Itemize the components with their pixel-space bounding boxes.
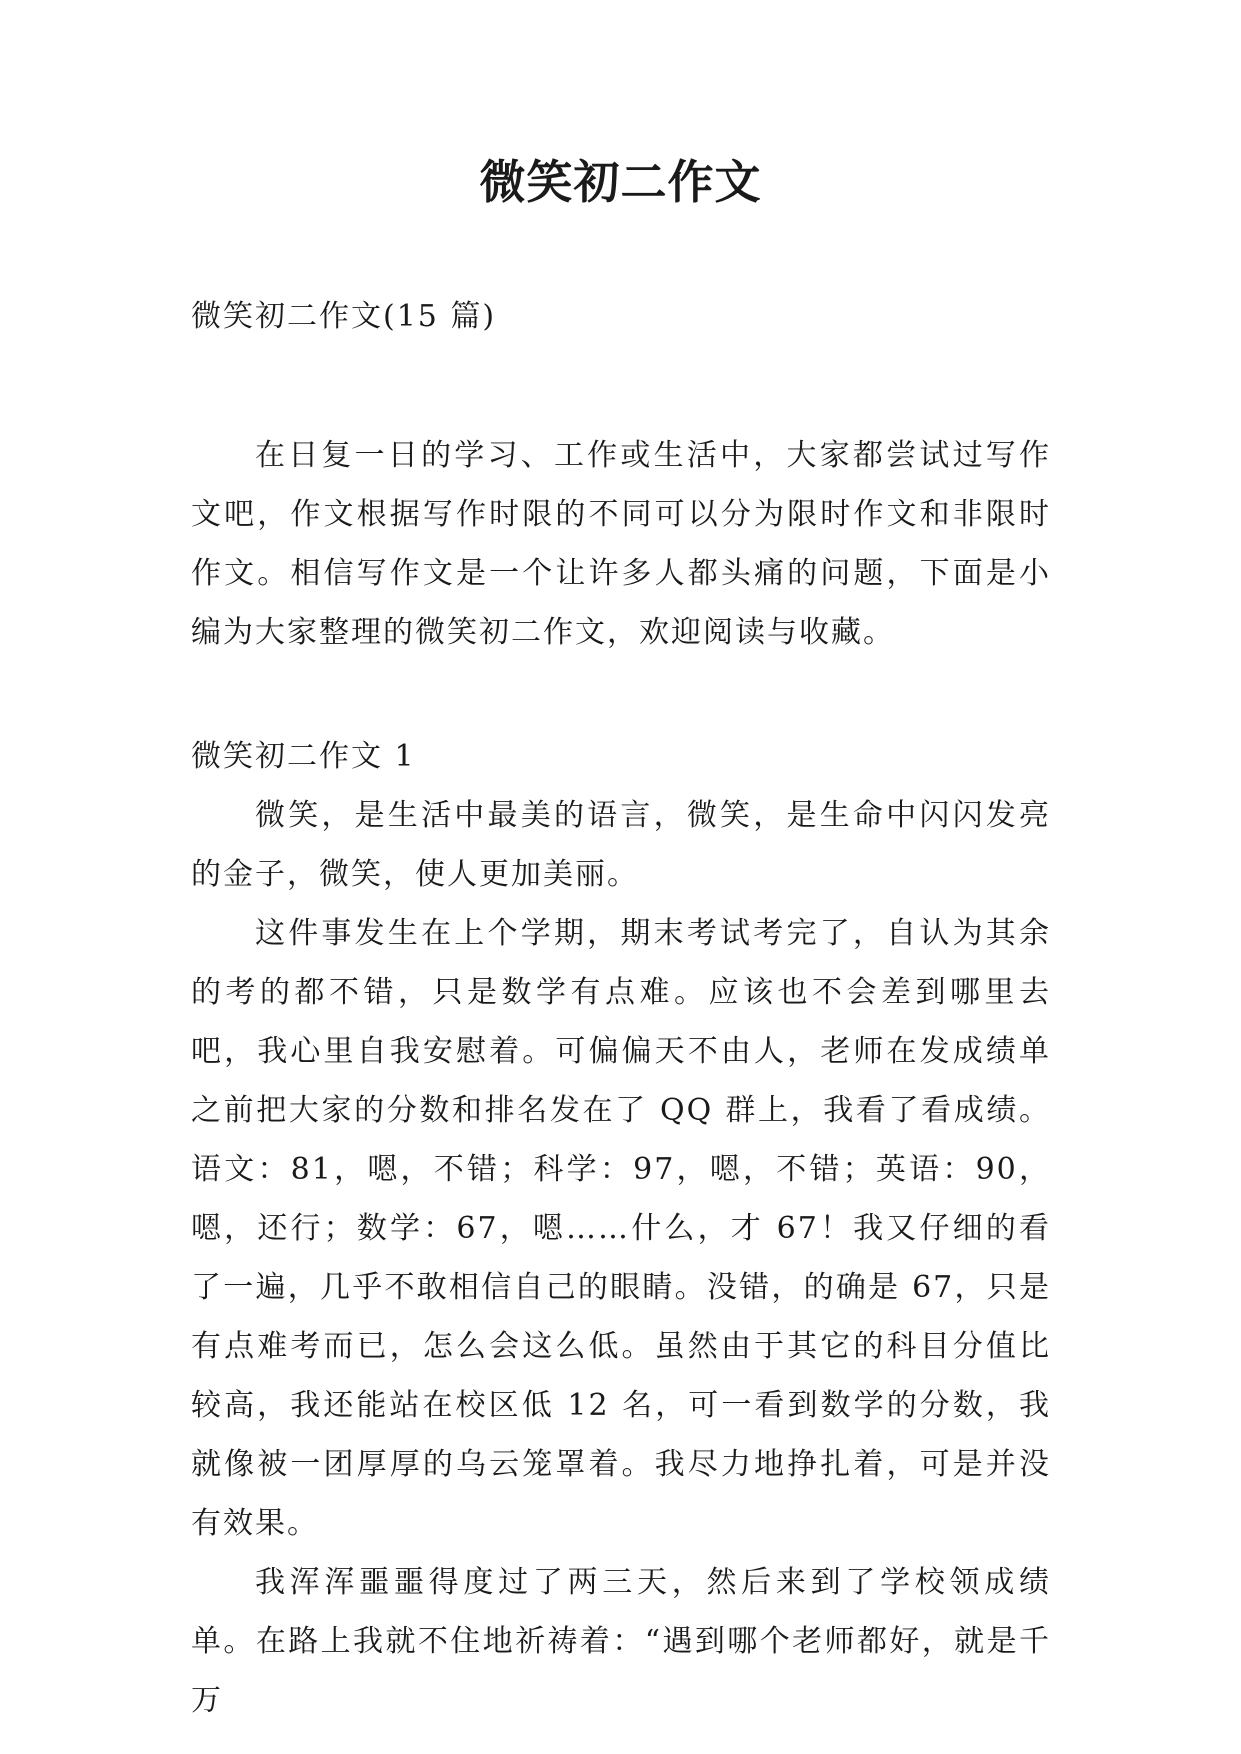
document-subtitle: 微笑初二作文(15 篇)	[191, 299, 497, 334]
section-heading: 微笑初二作文 1	[191, 739, 416, 774]
document-body	[191, 287, 1051, 1730]
body-paragraph: 这件事发生在上个学期，期末考试考完了，自认为其余的考的都不错，只是数学有点难。应该也不会差到哪里去吧，我心里自我安慰着。可偏偏天不由人，老师在发成绩单之前把大家的分数和排名发在了 QQ 群上，我看了看成绩。语文：81，嗯，不错；科学：97，嗯，不错；英语：90，嗯，还行；数学：67，嗯……什么，才 67！我又仔细的看了一遍，几乎不敢相信自己的眼睛。没错，的确是 67，只是有点难考而已，怎么会这么低。虽然由于其它的科目分值比较高，我还能站在校区低 12 名，可一看到数学的分数，我就像被一团厚厚的乌云笼罩着。我尽力地挣扎着，可是并没有效果。	[191, 916, 1051, 1541]
intro-paragraph: 在日复一日的学习、工作或生活中，大家都尝试过写作文吧，作文根据写作时限的不同可以分为限时作文和非限时作文。相信写作文是一个让许多人都头痛的问题，下面是小编为大家整理的微笑初二作文，欢迎阅读与收藏。	[191, 438, 1051, 650]
document-title: 微笑初二作文	[479, 155, 762, 209]
body-paragraph: 微笑，是生活中最美的语言，微笑，是生命中闪闪发亮的金子，微笑，使人更加美丽。	[191, 798, 1051, 892]
body-paragraph: 我浑浑噩噩得度过了两三天，然后来到了学校领成绩单。在路上我就不住地祈祷着：“遇到哪个老师都好，就是千万	[191, 1565, 1051, 1718]
